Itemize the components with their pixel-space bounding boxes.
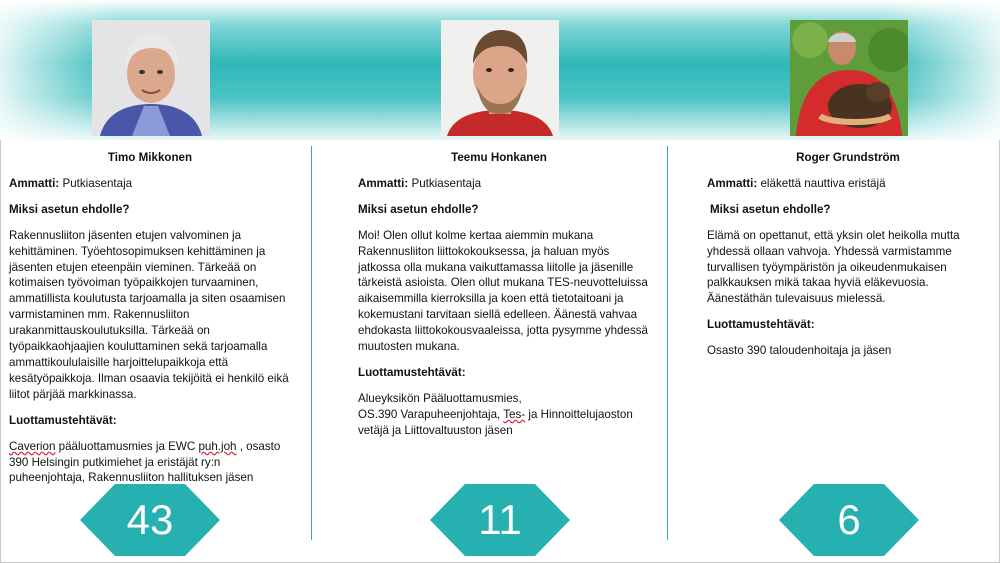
trust-heading: Luottamustehtävät: xyxy=(9,413,117,427)
why-text: Elämä on opettanut, että yksin olet heikolla mutta yhdessä ollaan vahvoja. Yhdessä varmistamme turvallisen työympäristön ja oikeudenmukaisen palkkauksen mikä takaa hyviä eläkevuosia. Äänestäthän tulevaisuus mielessä. xyxy=(707,228,960,306)
why-heading: Miksi asetun ehdolle? xyxy=(358,202,479,216)
trust-text-part: pääluottamusmies ja EWC xyxy=(55,439,199,453)
trust-text-part: puh.joh xyxy=(198,439,237,453)
trust-line: vetäjä ja Liittovaltuuston jäsen xyxy=(358,423,513,437)
candidate-column-roger xyxy=(707,150,997,369)
occupation-label: Ammatti: xyxy=(358,176,409,190)
occupation-line xyxy=(9,176,299,192)
why-heading: Miksi asetun ehdolle? xyxy=(9,202,130,216)
candidate-column-teemu xyxy=(358,150,648,439)
column-divider-1 xyxy=(311,146,312,540)
trust-text-part: , osasto 390 Helsingin putkimiehet ja eristäjät ry:n puheenjohtaja, Rakennusliiton hallituksen jäsen xyxy=(9,439,281,485)
trust-text-part: Caverion xyxy=(9,439,56,453)
candidate-name: Timo Mikkonen xyxy=(107,151,193,164)
candidate-photo-roger xyxy=(790,20,908,136)
candidate-photo-timo xyxy=(92,20,210,136)
candidate-column-timo xyxy=(9,150,299,496)
trust-line xyxy=(358,407,648,423)
trust-heading: Luottamustehtävät: xyxy=(358,365,466,379)
candidate-number: 43 xyxy=(126,496,174,543)
occupation-label: Ammatti: xyxy=(9,176,60,190)
trust-line: Alueyksikön Pääluottamusmies, xyxy=(358,391,522,405)
occupation-line xyxy=(358,176,648,192)
why-heading: Miksi asetun ehdolle? xyxy=(710,202,831,216)
trust-text-part: Tes- xyxy=(503,407,526,421)
trust-text: Osasto 390 taloudenhoitaja ja jäsen xyxy=(707,344,892,358)
trust-text-part: ja Hinnoittelujaoston xyxy=(525,407,633,421)
candidate-name: Teemu Honkanen xyxy=(451,151,547,164)
occupation-label: Ammatti: xyxy=(707,176,758,190)
candidate-number: 6 xyxy=(837,496,861,543)
occupation-value: Putkiasentaja xyxy=(411,176,482,190)
candidate-number-badge xyxy=(80,484,220,556)
candidate-number-badge xyxy=(779,484,919,556)
occupation-line xyxy=(707,176,997,192)
trust-heading: Luottamustehtävät: xyxy=(707,318,815,332)
occupation-value: eläkettä nauttiva eristäjä xyxy=(760,176,886,190)
column-divider-2 xyxy=(667,146,668,540)
trust-text-part: OS.390 Varapuheenjohtaja, xyxy=(358,407,504,421)
candidate-name: Roger Grundström xyxy=(796,151,900,164)
candidate-number-badge xyxy=(430,484,570,556)
why-text: Rakennusliiton jäsenten etujen valvominen ja kehittäminen. Työehtosopimuksen kehittäminen ja jäsenten etujen eteenpäin vieminen. Tärkeää on kotimaisen työvoiman työpaikkojen turvaaminen, ammatillista koulutusta tarjoamalla ja siten osaamisen varmistaminen mm. Rakennusliiton urakanmittauskoulutuksilla. Tärkeää on työpaikkaohjaajien kouluttaminen sekä tarjoamalla ammattikoululaisille harjoittelupaikkoja että kesätyöpaikkoja. Ilman osaavia tekijöitä ei henkilö eikä liitot pärjää markkinassa. xyxy=(9,228,289,401)
candidate-number: 11 xyxy=(478,496,522,543)
occupation-value: Putkiasentaja xyxy=(62,176,133,190)
candidate-photo-teemu xyxy=(441,20,559,136)
trust-text xyxy=(9,439,299,487)
why-text: Moi! Olen ollut kolme kertaa aiemmin mukana Rakennusliiton liittokokouksessa, ja haluan myös jatkossa olla mukana vaikuttamassa liitolle ja jäsenille tärkeistä asioista. Olen ollut mukana TES-neuvotteluissa aikaisemmilla kierroksilla ja koen että tietotaitoani ja kokemustani tarvitaan siellä edelleen. Äänestä vahvaa ehdokasta liittokokousvaaleissa, jotta pysymme yhdessä muutosten mukana. xyxy=(358,228,648,354)
